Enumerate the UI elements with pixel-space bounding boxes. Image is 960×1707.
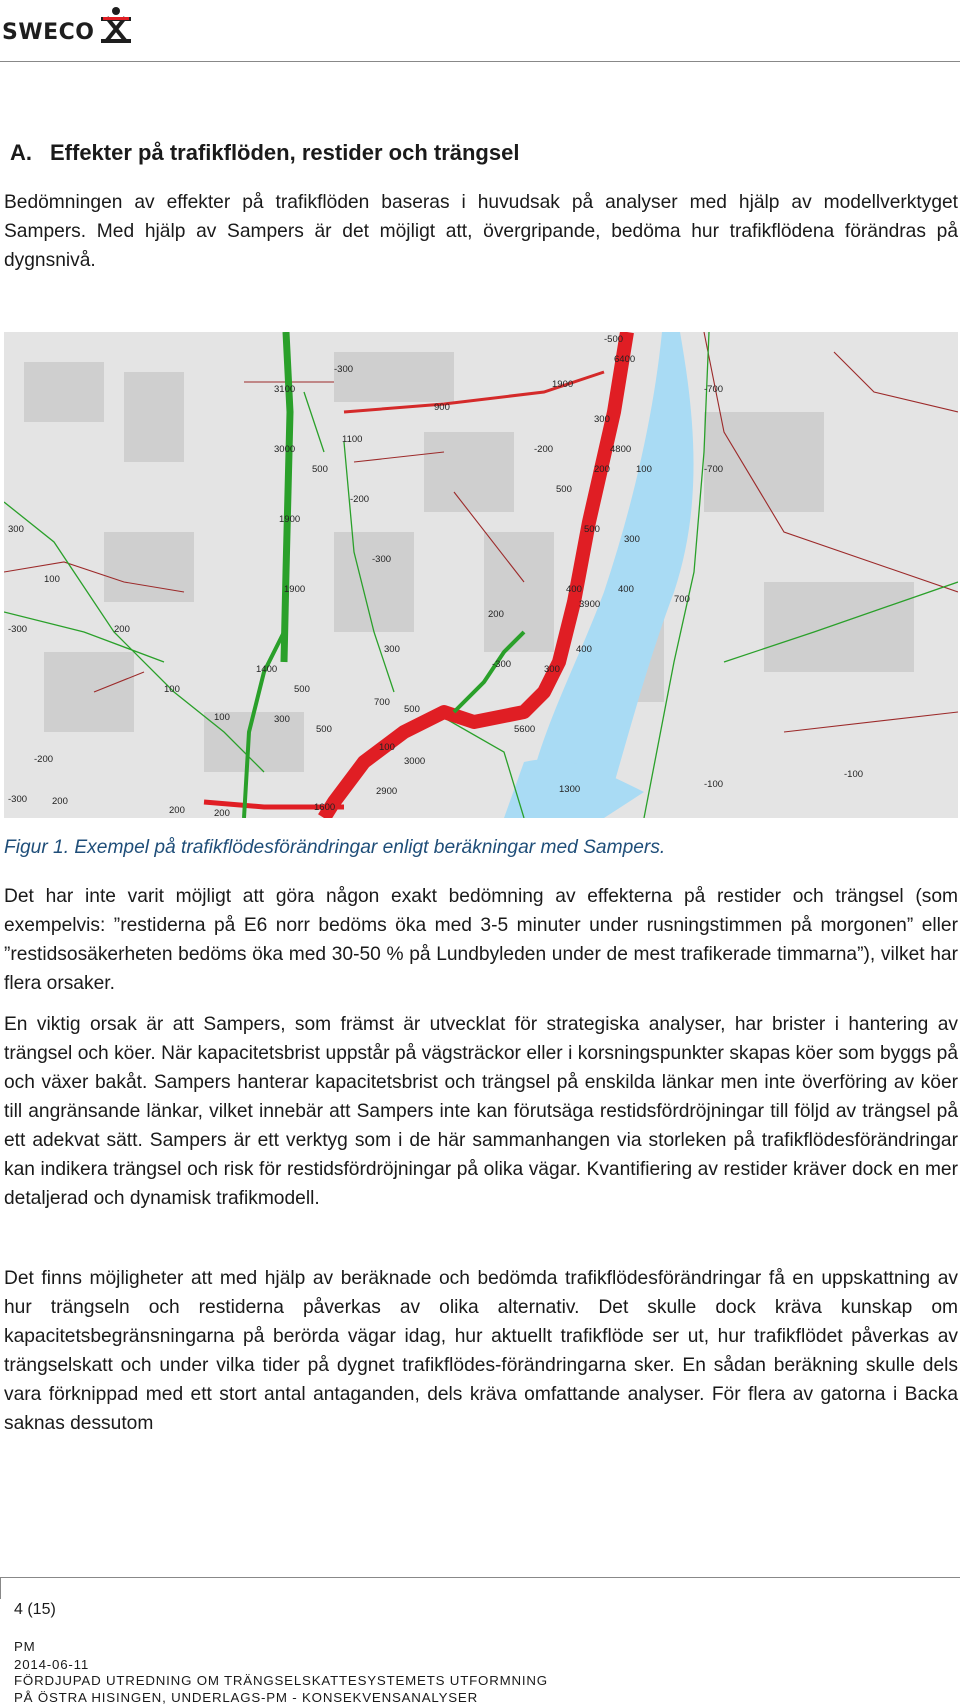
intro-text: Bedömningen av effekter på trafikflöden baseras i huvudsak på analyser med hjälp av modellverktyget Sampers. Med hjälp av Sampers är det möjligt att, övergripande, bedöma hur trafikflödena förändras på dygnsnivå. (4, 192, 958, 271)
sweco-figure-icon (99, 6, 133, 44)
svg-text:500: 500 (312, 464, 328, 475)
svg-text:3000: 3000 (404, 756, 426, 767)
svg-text:-300: -300 (372, 554, 392, 565)
svg-text:-100: -100 (844, 769, 864, 780)
svg-text:100: 100 (636, 464, 652, 475)
svg-text:-200: -200 (534, 444, 554, 455)
svg-text:100: 100 (214, 712, 230, 723)
svg-text:3100: 3100 (274, 384, 296, 395)
svg-text:2900: 2900 (376, 786, 398, 797)
svg-text:300: 300 (8, 524, 24, 535)
section-number: A. (10, 140, 32, 165)
svg-text:-300: -300 (8, 624, 28, 635)
svg-text:1900: 1900 (279, 514, 301, 525)
svg-text:1600: 1600 (314, 802, 336, 813)
body-paragraph-2 (4, 1010, 958, 1213)
svg-text:700: 700 (374, 697, 390, 708)
svg-text:200: 200 (488, 609, 504, 620)
svg-text:300: 300 (544, 664, 560, 675)
header-rule (0, 61, 960, 62)
body-text-1: Det har inte varit möjligt att göra någon exakt bedömning av effekterna på restider och trängsel (som exempelvis: ”restiderna på E6 norr bedöms öka med 3-5 minuter under rusningstimmen på morgonen” eller ”restidsosäkerheten bedöms öka med 30-50 % på Lundbyleden under de mest trafikerade timmarna”), vilket har flera orsaker. (4, 886, 958, 994)
svg-text:3000: 3000 (274, 444, 296, 455)
footer-rule (0, 1577, 960, 1578)
body-text-3: Det finns möjligheter att med hjälp av beräknade och bedömda trafikflödesförändringar få en uppskattning av hur trängseln och restiderna påverkas av olika alternativ. Det skulle dock kräva kunskap om kapacitetsbegränsningarna på berörda vägar idag, hur aktuellt trafikflöde ser ut, hur trafikflödet påverkas av trängselskatt och under vilka tider på dygnet trafikflödes-förändringarna sker. En sådan beräkning skulle dels vara förknippad med ett stort antal antaganden, dels kräva omfattande analyser. För flera av gatorna i Backa saknas dessutom (4, 1268, 958, 1434)
svg-text:-300: -300 (8, 794, 28, 805)
svg-text:700: 700 (674, 594, 690, 605)
svg-text:200: 200 (594, 464, 610, 475)
svg-text:400: 400 (618, 584, 634, 595)
svg-text:-300: -300 (334, 364, 354, 375)
body-text-2: En viktig orsak är att Sampers, som främst är utvecklat för strategiska analyser, har brister i hantering av trängsel och köer. När kapacitetsbrist uppstår på vägsträckor eller i korsningspunkter skapas köer som byggs på och växer bakåt. Sampers hanterar kapacitetsbrist och trängsel på enskilda länkar men inte överföring av köer till angränsande länkar, vilket innebär att Sampers inte kan förutsäga restidsfördröjningar till följd av trängsel på ett adekvat sätt. Sampers är ett verktyg som i de här sammanhangen via storleken på trafikflödesförändringar kan indikera trängsel och risk för restidsfördröjningar på olika vägar. Kvantifiering av restider kräver dock en mer detaljerad och dynamisk trafikmodell. (4, 1014, 958, 1209)
footer-title-line-2: PÅ ÖSTRA HISINGEN, UNDERLAGS-PM - KONSEKVENSANALYSER (14, 1690, 478, 1705)
svg-text:500: 500 (404, 704, 420, 715)
svg-text:500: 500 (556, 484, 572, 495)
svg-text:200: 200 (114, 624, 130, 635)
page-number: 4 (15) (14, 1601, 56, 1618)
svg-text:400: 400 (576, 644, 592, 655)
svg-text:-200: -200 (350, 494, 370, 505)
svg-text:100: 100 (164, 684, 180, 695)
svg-text:500: 500 (294, 684, 310, 695)
svg-text:-300: -300 (492, 659, 512, 670)
traffic-flow-map (4, 332, 958, 818)
svg-text:1400: 1400 (256, 664, 278, 675)
body-paragraph-1 (4, 882, 958, 998)
svg-text:300: 300 (384, 644, 400, 655)
sweco-logo (2, 4, 133, 44)
svg-text:200: 200 (214, 808, 230, 818)
svg-text:1300: 1300 (559, 784, 581, 795)
svg-text:500: 500 (584, 524, 600, 535)
svg-text:100: 100 (44, 574, 60, 585)
svg-text:100: 100 (379, 742, 395, 753)
svg-text:4800: 4800 (610, 444, 632, 455)
section-title: Effekter på trafikflöden, restider och trängsel (50, 140, 520, 165)
footer-date: 2014-06-11 (14, 1657, 90, 1672)
logo-text: SWECO (2, 20, 95, 45)
svg-text:400: 400 (566, 584, 582, 595)
intro-paragraph (4, 188, 958, 275)
svg-text:1900: 1900 (284, 584, 306, 595)
svg-text:500: 500 (316, 724, 332, 735)
body-paragraph-3 (4, 1264, 958, 1438)
svg-text:300: 300 (624, 534, 640, 545)
figure-caption: Figur 1. Exempel på trafikflödesförändringar enligt beräkningar med Sampers. (4, 837, 666, 858)
svg-text:-700: -700 (704, 464, 724, 475)
svg-text:-500: -500 (604, 334, 624, 345)
svg-text:900: 900 (434, 402, 450, 413)
svg-text:-100: -100 (704, 779, 724, 790)
svg-text:200: 200 (169, 805, 185, 816)
svg-text:-200: -200 (34, 754, 54, 765)
svg-text:300: 300 (274, 714, 290, 725)
svg-text:-700: -700 (704, 384, 724, 395)
svg-text:1900: 1900 (552, 379, 574, 390)
svg-text:300: 300 (594, 414, 610, 425)
svg-text:6400: 6400 (614, 354, 636, 365)
svg-text:200: 200 (52, 796, 68, 807)
svg-text:3900: 3900 (579, 599, 601, 610)
svg-text:1100: 1100 (342, 434, 363, 445)
svg-text:5600: 5600 (514, 724, 536, 735)
section-heading (10, 140, 519, 166)
footer-title-line-1: FÖRDJUPAD UTREDNING OM TRÄNGSELSKATTESYSTEMETS UTFORMNING (14, 1673, 548, 1688)
footer-tick (0, 1577, 1, 1599)
footer-doc-type: PM (14, 1639, 36, 1654)
